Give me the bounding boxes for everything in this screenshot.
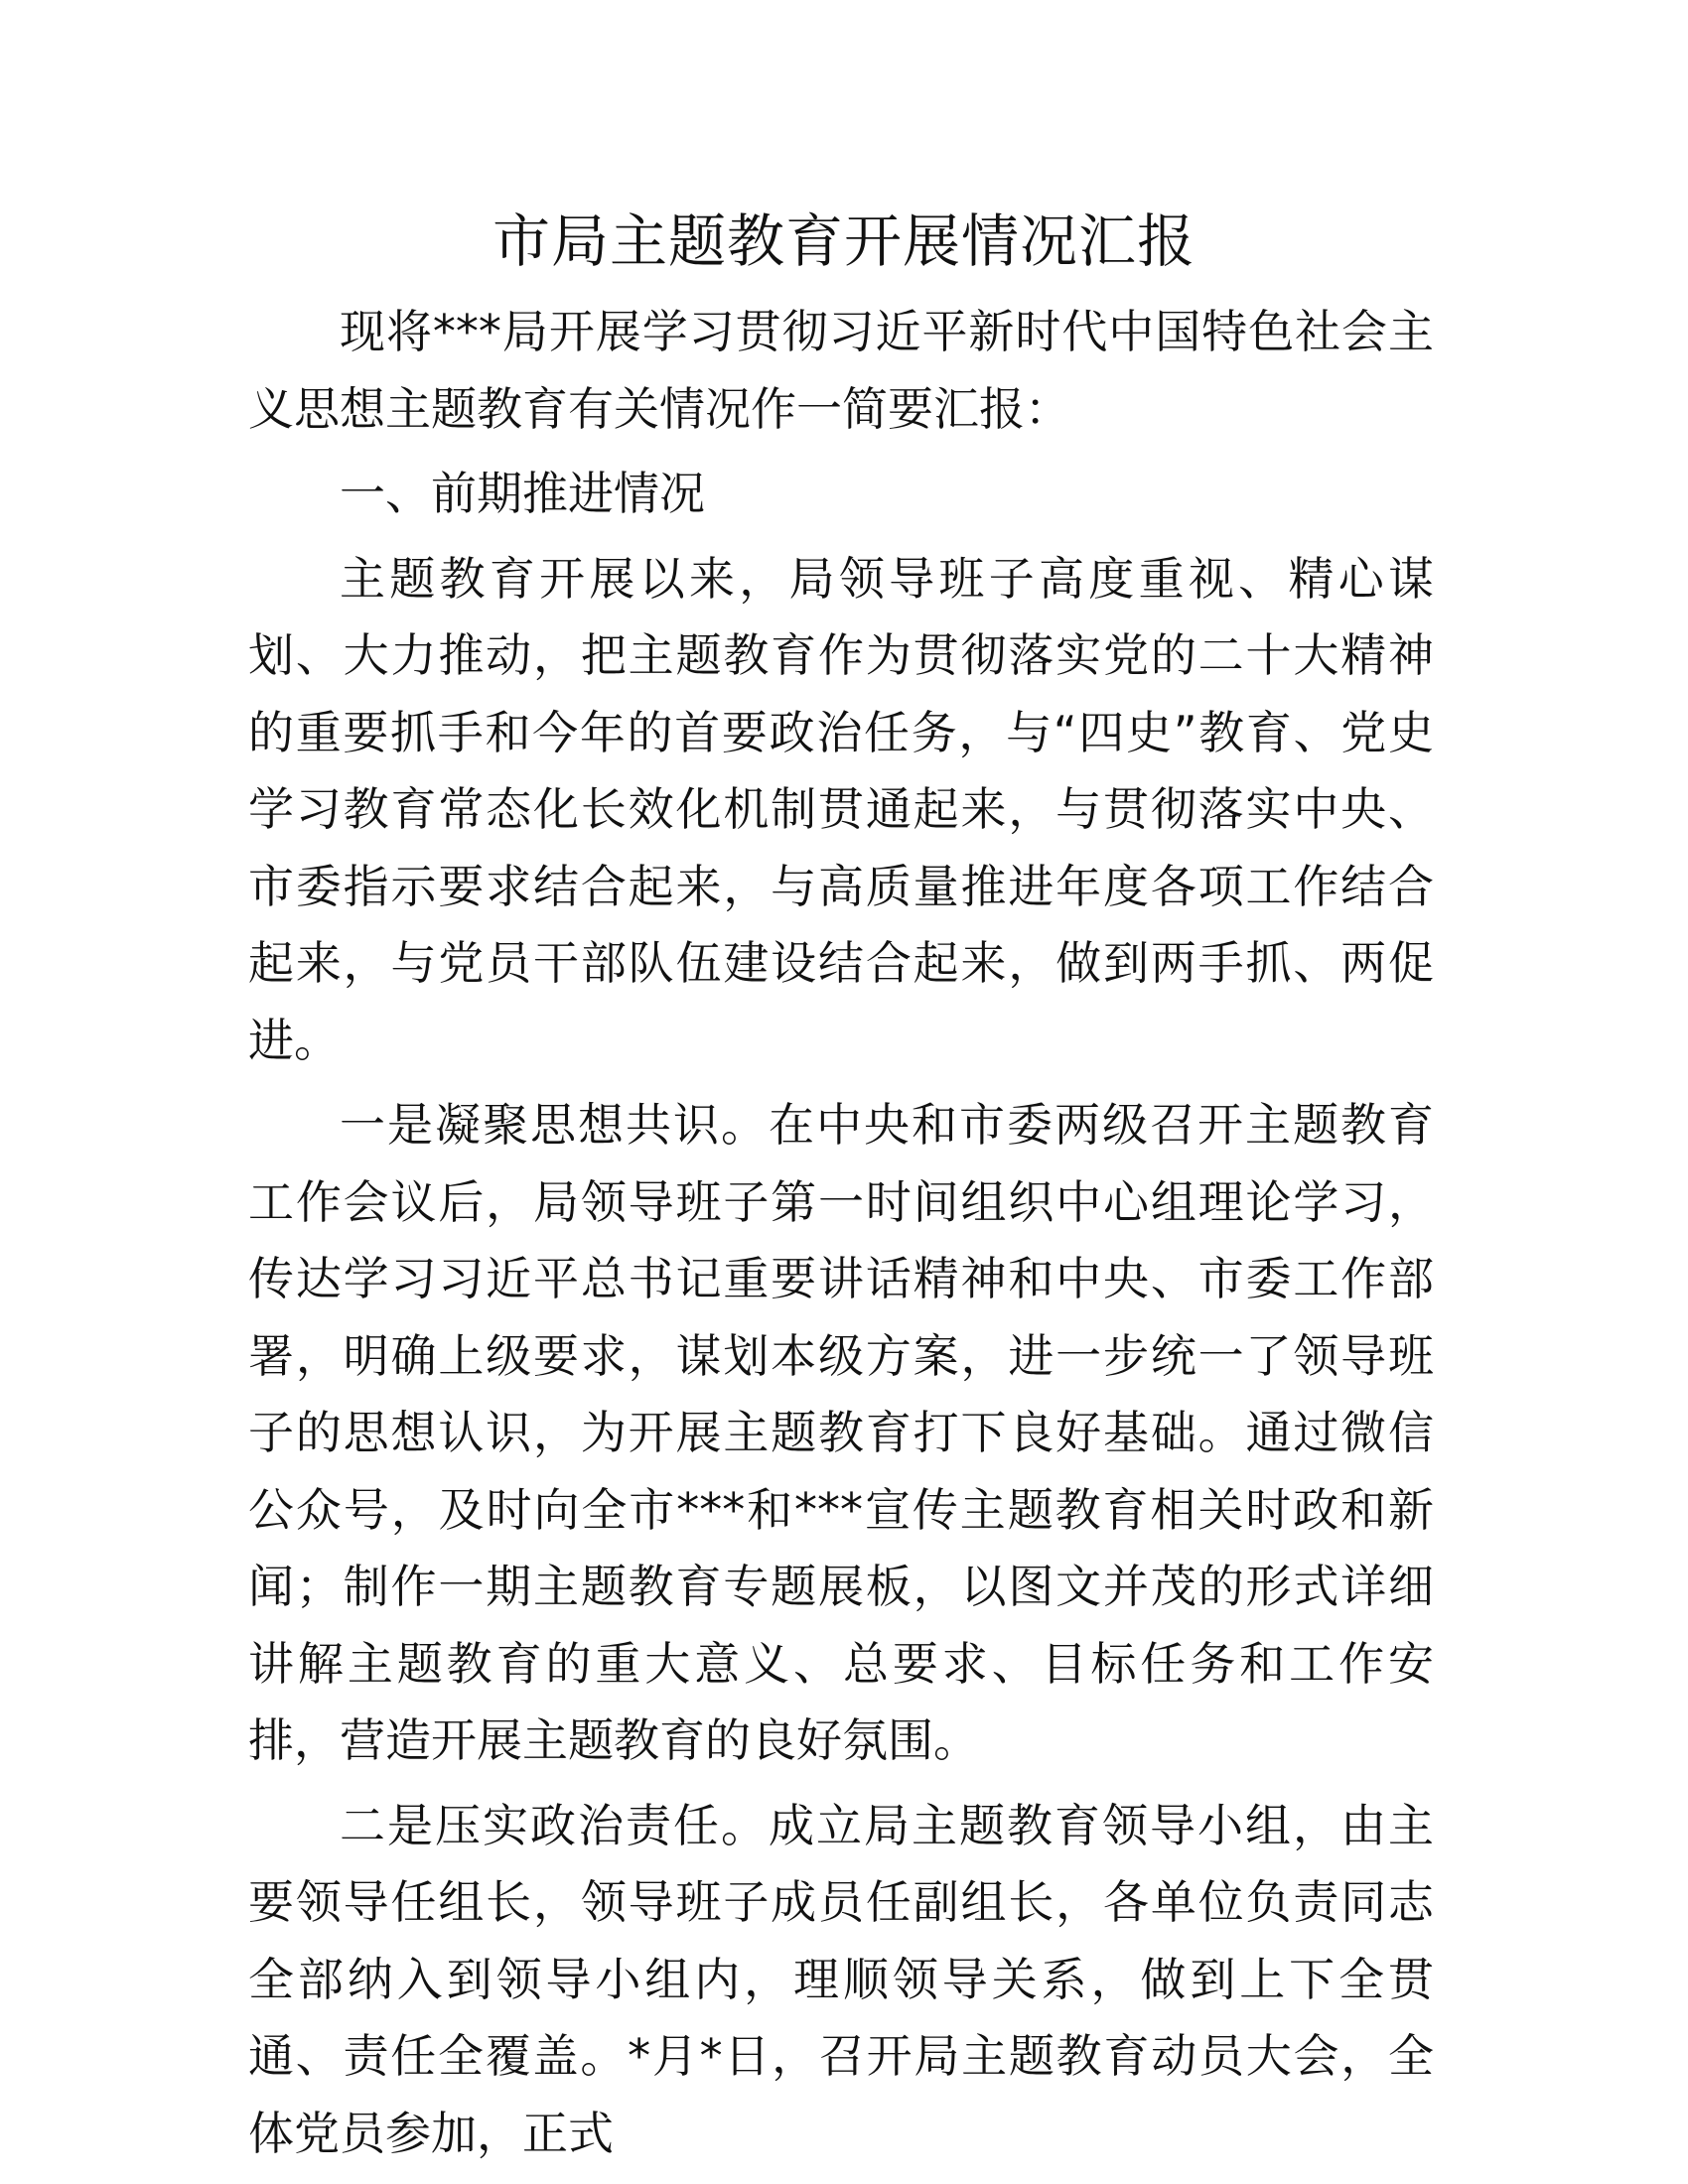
body-paragraph: 二是压实政治责任。成立局主题教育领导小组，由主要领导任组长，领导班子成员任副组长，各单位负责同志全部纳入到领导小组内，理顺领导关系，做到上下全贯通、责任全覆盖。*月*日，召开局主题教育动员大会，全体党员参加，正式 bbox=[248, 1798, 1434, 2160]
document-body bbox=[248, 294, 1434, 2180]
body-paragraph: 主题教育开展以来，局领导班子高度重视、精心谋划、大力推动，把主题教育作为贯彻落实党的二十大精神的重要抓手和今年的首要政治任务，与“四史”教育、党史学习教育常态化长效化机制贯通起来，与贯彻落实中央、市委指示要求结合起来，与高质量推进年度各项工作结合起来，与党员干部队伍建设结合起来，做到两手抓、两促进。 bbox=[248, 551, 1434, 1067]
document-title: 市局主题教育开展情况汇报 bbox=[492, 207, 1196, 275]
intro-paragraph: 现将***局开展学习贯彻习近平新时代中国特色社会主义思想主题教育有关情况作一简要汇报： bbox=[248, 305, 1434, 436]
body-paragraph: 一是凝聚思想共识。在中央和市委两级召开主题教育工作会议后，局领导班子第一时间组织中心组理论学习，传达学习习近平总书记重要讲话精神和中央、市委工作部署，明确上级要求，谋划本级方案，进一步统一了领导班子的思想认识，为开展主题教育打下良好基础。通过微信公众号，及时向全市***和***宣传主题教育相关时政和新闻；制作一期主题教育专题展板，以图文并茂的形式详细讲解主题教育的重大意义、总要求、目标任务和工作安排，营造开展主题教育的良好氛围。 bbox=[248, 1098, 1434, 1767]
section-heading: 一、前期推进情况 bbox=[340, 467, 705, 520]
